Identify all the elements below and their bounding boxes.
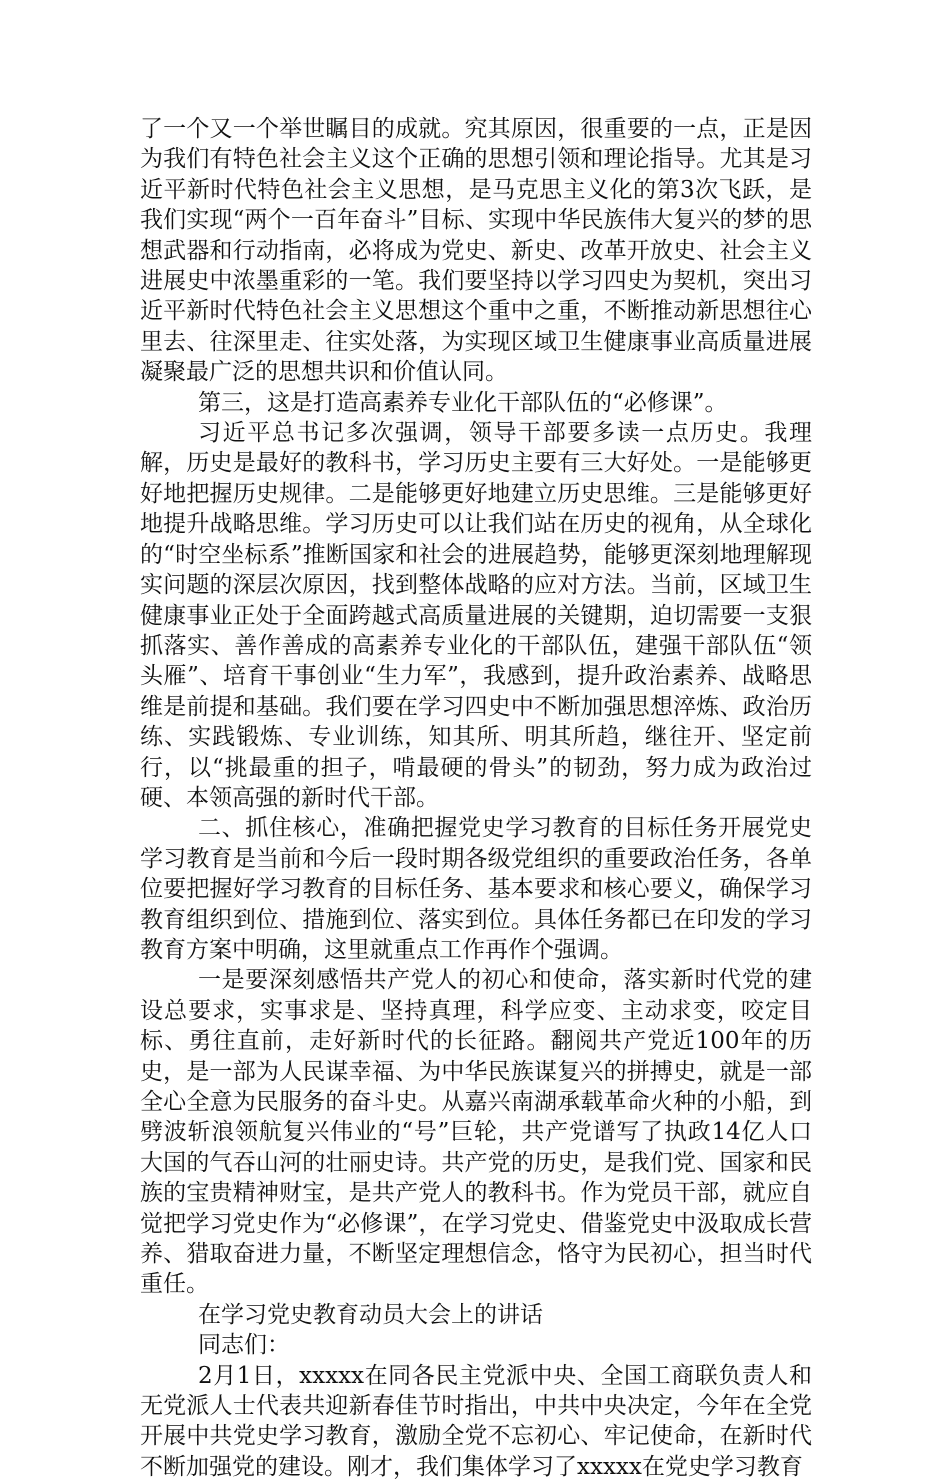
paragraph: 了一个又一个举世瞩目的成就。究其原因，很重要的一点，正是因为我们有特色社会主义这个正确的思想引领和理论指导。尤其是习近平新时代特色社会主义思想，是马克思主义化的第3次飞跃，是我们实现“两个一百年奋斗”目标、实现中华民族伟大复兴的梦的思想武器和行动指南，必将成为党史、新史、改革开放史、社会主义进展史中浓墨重彩的一笔。我们要坚持以学习四史为契机，突出习近平新时代特色社会主义思想这个重中之重，不断推动新思想往心里去、往深里走、往实处落，为实现区域卫生健康事业高质量进展凝聚最广泛的思想共识和价值认同。 xyxy=(140,116,812,386)
speech-title: 在学习党史教育动员大会上的讲话 xyxy=(198,1301,543,1328)
paragraph: 第三，这是打造高素养专业化干部队伍的“必修课”。 xyxy=(198,389,728,416)
paragraph: 习近平总书记多次强调，领导干部要多读一点历史。我理解，历史是最好的教科书，学习历史主要有三大好处。一是能够更好地把握历史规律。二是能够更好地建立历史思维。三是能够更好地提升战略思维。学习历史可以让我们站在历史的视角，从全球化的“时空坐标系”推断国家和社会的进展趋势，能够更深刻地理解现实问题的深层次原因，找到整体战略的应对方法。当前，区域卫生健康事业正处于全面跨越式高质量进展的关键期，迫切需要一支狠抓落实、善作善成的高素养专业化的干部队伍，建强干部队伍“领头雁”、培育干事创业“生力军”，我感到，提升政治素养、战略思维是前提和基础。我们要在学习四史中不断加强思想淬炼、政治历练、实践锻炼、专业训练，知其所、明其所趋，继往开、坚定前行，以“挑最重的担子，啃最硬的骨头”的韧劲，努力成为政治过硬、本领高强的新时代干部。 xyxy=(140,420,812,811)
paragraph: 2月1日，xxxxx在同各民主党派中央、全国工商联负责人和无党派人士代表共迎新春佳节时指出，中共中央决定，今年在全党开展中共党史学习教育，激励全党不忘初心、牢记使命，在新时代不断加强党的建设。刚才，我们集体学习了xxxxx在党史学习教育 xyxy=(140,1362,812,1480)
paragraph: 一是要深刻感悟共产党人的初心和使命，落实新时代党的建设总要求，实事求是、坚持真理，科学应变、主动求变，咬定目标、勇往直前，走好新时代的长征路。翻阅共产党近100年的历史，是一部为人民谋幸福、为中华民族谋复兴的拼搏史，就是一部全心全意为民服务的奋斗史。从嘉兴南湖承载革命火种的小船，到劈波斩浪领航复兴伟业的“号”巨轮，共产党谱写了执政14亿人口大国的气吞山河的壮丽史诗。共产党的历史，是我们党、国家和民族的宝贵精神财宝，是共产党人的教科书。作为党员干部，就应自觉把学习党史作为“必修课”，在学习党史、借鉴党史中汲取成长营养、猎取奋进力量，不断坚定理想信念，恪守为民初心，担当时代重任。 xyxy=(140,967,812,1298)
salutation: 同志们： xyxy=(198,1332,290,1359)
paragraph: 二、抓住核心，准确把握党史学习教育的目标任务开展党史学习教育是当前和今后一段时期各级党组织的重要政治任务，各单位要把握好学习教育的目标任务、基本要求和核心要义，确保学习教育组织到位、措施到位、落实到位。具体任务都已在印发的学习教育方案中明确，这里就重点工作再作个强调。 xyxy=(140,815,812,963)
document-body xyxy=(140,114,812,1482)
